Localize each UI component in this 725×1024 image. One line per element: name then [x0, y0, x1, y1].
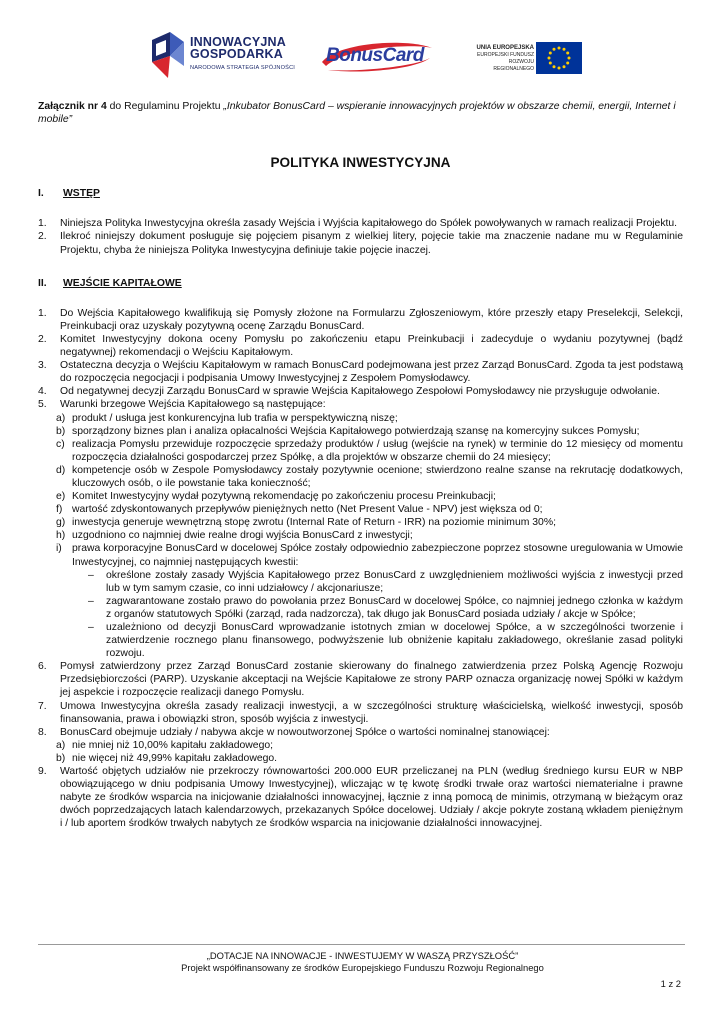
list-item: 7. Umowa Inwestycyjna określa zasady realizacji inwestycji, a w szczególności strukturę właścicielską, wielkość inwestycji, sposób finansowania, prawa i obowiązki stron, sposób wyjścia z inwestycji.	[38, 700, 683, 725]
share-item: b) nie więcej niż 49,99% kapitału zakładowego.	[56, 752, 278, 764]
ig-emblem-icon	[150, 32, 186, 78]
list-item: 5. Warunki brzegowe Wejścia Kapitałowego są następujące:	[38, 399, 326, 411]
section1-title: WSTĘP	[63, 188, 100, 200]
attachment-project: „Inkubator BonusCard – wspieranie innowacyjnych projektów w obszarze chemii, energii, Internet i mobile”	[38, 101, 676, 126]
condition-item: d) kompetencje osób w Zespole Pomysłodawcy zostały pozytywnie ocenione; stwierdzono realne szanse na rekrutację dodatkowych, kluczowych osób, o ile powstanie taka konieczność;	[56, 464, 683, 489]
condition-item: a) produkt / usługa jest konkurencyjna lub trafia w perspektywiczną niszę;	[56, 412, 398, 424]
eu-line2: EUROPEJSKI FUNDUSZ	[477, 52, 534, 58]
attachment-middle: do Regulaminu Projektu	[106, 101, 224, 112]
shares-list	[38, 739, 683, 765]
section2-title: WEJŚCIE KAPITAŁOWE	[63, 277, 182, 289]
eu-line1: UNIA EUROPEJSKA	[476, 45, 534, 51]
ig-line3: NARODOWA STRATEGIA SPÓJNOŚCI	[190, 65, 296, 71]
dash-item: – uzależniono od decyzji BonusCard wprowadzanie istotnych zmian w docelowej Spółce, a w szczególności tworzenie i zatwierdzenie rocznego planu finansowego, podwyższenie lub obniżenie kapitału zakładowego, określanie zasad polityki rozwoju.	[88, 622, 683, 660]
footer-cofinancing: Projekt współfinansowany ze środków Europejskiego Funduszu Rozwoju Regionalnego	[181, 962, 544, 973]
footer	[0, 950, 725, 974]
page-number: 1 z 2	[660, 978, 681, 989]
share-item: a) nie mniej niż 10,00% kapitału zakładowego;	[56, 739, 274, 751]
section1-number: I.	[38, 188, 44, 200]
eu-logo	[470, 42, 582, 76]
section2-heading	[38, 277, 683, 290]
footer-divider	[38, 944, 685, 945]
section2-number: II.	[38, 277, 47, 289]
footer-slogan: „DOTACJE NA INNOWACJE - INWESTUJEMY W WASZĄ PRZYSZŁOŚĆ”	[206, 950, 519, 961]
document-body	[38, 100, 683, 831]
section1-list	[38, 217, 683, 256]
condition-item: b) sporządzony biznes plan i analiza opłacalności Wejścia Kapitałowego potwierdzają szansę na komercyjny sukces Pomysłu;	[56, 425, 640, 437]
condition-item: g) inwestycja generuje wewnętrzną stopę zwrotu (Internal Rate of Return - IRR) na poziomie minimum 30%;	[56, 517, 556, 529]
list-item: 2. Ilekroć niniejszy dokument posługuje się pojęciem pisanym z wielkiej litery, pojęcie takie ma znaczenie nadane mu w Regulaminie Projektu, chyba że niniejsza Polityka Inwestycyjna definiuje takie pojęcie inaczej.	[38, 231, 683, 256]
page-title: POLITYKA INWESTYCYJNA	[270, 155, 451, 171]
list-item: 2. Komitet Inwestycyjny dokona oceny Pomysłu po zakończeniu etapu Preinkubacji i zadecyduje o wydaniu pozytywnej (bądź negatywnej) rekomendacji o Wejściu Kapitałowym.	[38, 333, 683, 359]
list-item: 1. Niniejsza Polityka Inwestycyjna określa zasady Wejścia i Wyjścia kapitałowego do Spółek powoływanych w ramach realizacji Projektu.	[38, 218, 678, 230]
ig-line1: INNOWACYJNA	[190, 35, 286, 49]
section2-list	[38, 307, 683, 831]
attachment-line	[38, 100, 683, 126]
section1-heading	[38, 187, 683, 200]
list-item: 8. BonusCard obejmuje udziały / nabywa akcje w nowoutworzonej Spółce o wartości nominalnej stanowiącej:	[38, 726, 550, 738]
dash-item: – określone zostały zasady Wyjścia Kapitałowego przez BonusCard z uwzględnieniem możliwości wyjścia z inwestycji przed lub w tym samym czasie, co inni udziałowcy / akcjonariusze;	[88, 569, 683, 594]
eu-line3: ROZWOJU REGIONALNEGO	[493, 59, 534, 72]
list-item: 3. Ostateczna decyzja o Wejściu Kapitałowym w ramach BonusCard podejmowana jest przez Zarząd BonusCard. Zgoda ta jest podstawą do rozpoczęcia negocjacji i podpisania Umowy Inwestycyjnej z Zespołem Pomysłodawcy.	[38, 360, 683, 385]
condition-item: f) wartość zdyskontowanych przepływów pieniężnych netto (Net Present Value - NPV) jest większa od 0;	[56, 504, 543, 516]
condition-item: i) prawa korporacyjne BonusCard w docelowej Spółce zostały odpowiednio zabezpieczone poprzez stosowne uregulowania w Umowie Inwestycyjnej, co najmniej następujących kwestii:	[56, 543, 683, 568]
list-item: 9. Wartość objętych udziałów nie przekroczy równowartości 200.000 EUR przeliczanej na PLN (według średniego kursu EUR w NBP obowiązującego w dniu podpisania Umowy Inwestycyjnej), wliczając w tę kwotę środki trwałe oraz wartości niematerialne i prawne nabyte ze środków wsparcia na inicjowanie działalności innowacyjnej, łącznie z inną pomocą de minimis, otrzymaną w bieżącym oraz dwóch poprzedzających latach kalendarzowych, przekazanych Spółce docelowej. Udziały / akcje pokryte zostaną wkładem pieniężnym i / lub aportem środków trwałych nabytych ze środków wsparcia na inicjowanie działalności innowacyjnej.	[38, 766, 683, 830]
list-item: 6. Pomysł zatwierdzony przez Zarząd BonusCard zostanie skierowany do finalnego zatwierdzenia przez Polską Agencję Rozwoju Przedsiębiorczości (PARP). Uzyskanie akceptacji na Wejście Kapitałowe ze strony PARP oznacza organizację nowej Spółki w każdym jej aspekcie i rozpoczęcie realizacji danego Pomysłu.	[38, 661, 683, 699]
condition-item: e) Komitet Inwestycyjny wydał pozytywną rekomendację po zakończeniu procesu Preinkubacji;	[56, 491, 496, 503]
bonuscard-logo	[318, 40, 436, 74]
list-item: 4. Od negatywnej decyzji Zarządu BonusCard w sprawie Wejścia Kapitałowego Zespołowi Pomysłodawcy nie przysługuje odwołanie.	[38, 386, 660, 398]
dash-item: – zagwarantowane zostało prawo do powołania przez BonusCard w docelowej Spółce, co najmniej jednego członka w każdym z organów statutowych Spółki (zarząd, rada nadzorcza), tak długo jak BonusCard posiada udziały / akcje w Spółce;	[88, 595, 683, 620]
list-item: 1. Do Wejścia Kapitałowego kwalifikują się Pomysły złożone na Formularzu Zgłoszeniowym, które przeszły etapy Preselekcji, Selekcji, Preinkubacji oraz uzyskały pozytywną ocenę Zarządu BonusCard.	[38, 307, 683, 332]
ig-line2: GOSPODARKA	[190, 47, 283, 61]
innowacyjna-gospodarka-logo	[150, 32, 300, 80]
condition-item: c) realizacja Pomysłu przewiduje rozpoczęcie sprzedaży produktów / usług (wejście na rynek) w terminie do 12 miesięcy od momentu rozpoczęcia działalności gospodarczej przez Spółkę, a dla projektów w obszarze chemii do 24 miesięcy;	[56, 438, 683, 463]
bonuscard-wordmark: BonusCard	[326, 45, 424, 66]
condition-item: h) uzgodniono co najmniej dwie realne drogi wyjścia BonusCard z inwestycji;	[56, 530, 413, 542]
conditions-list	[38, 412, 683, 661]
header-logos	[0, 30, 725, 80]
attachment-label: Załącznik nr 4	[38, 101, 107, 112]
corporate-rights-list	[56, 569, 683, 661]
eu-flag-icon	[536, 42, 582, 74]
